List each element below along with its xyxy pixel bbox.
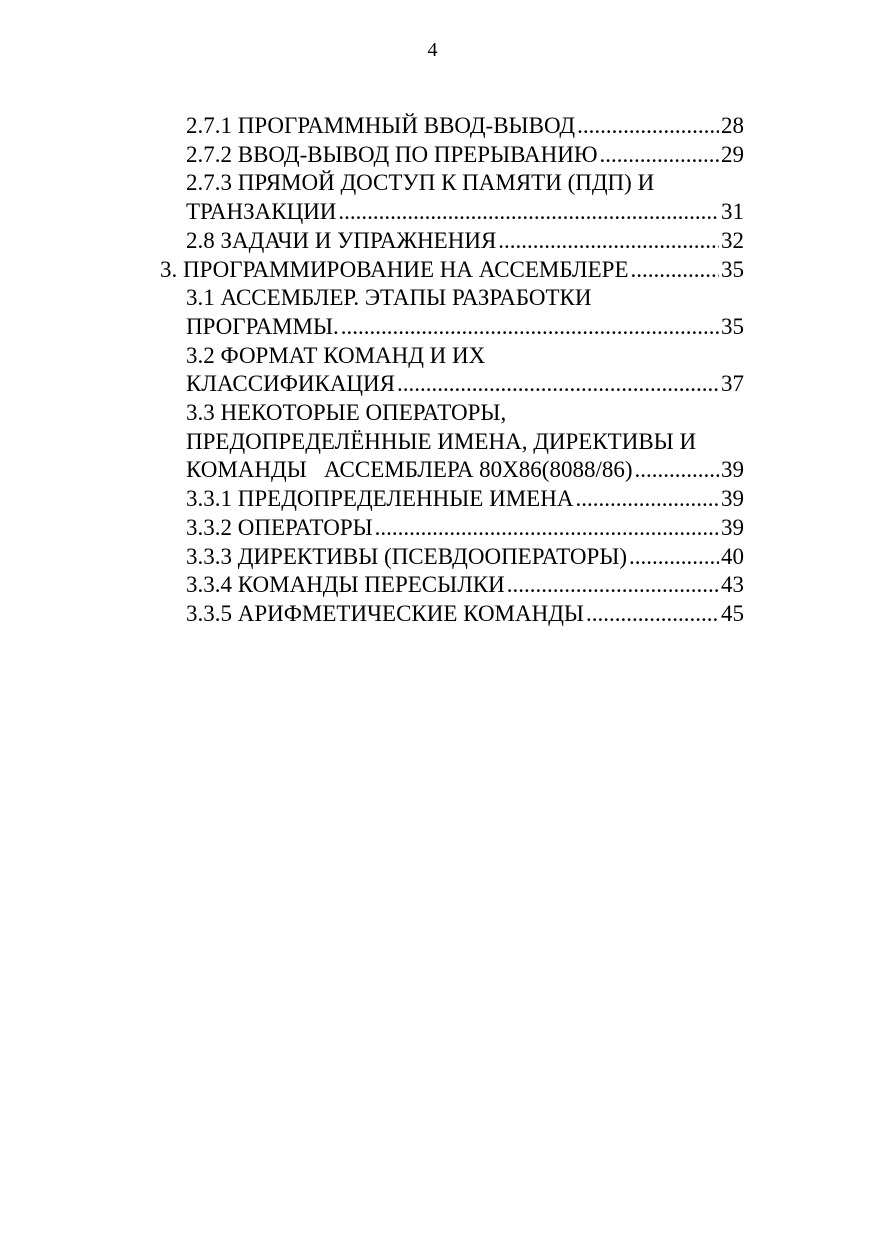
toc-entry[interactable] (160, 342, 744, 399)
toc-dot-leader (631, 256, 719, 285)
toc-dot-leader (577, 112, 719, 141)
toc-entry-line (186, 141, 744, 170)
toc-entry[interactable] (160, 543, 744, 572)
page-number: 4 (427, 39, 438, 61)
toc-page-number: 39 (721, 514, 744, 540)
table-of-contents (160, 112, 744, 629)
toc-entry[interactable] (160, 256, 744, 285)
toc-page-number: 31 (721, 199, 744, 225)
toc-page-number: 45 (721, 600, 744, 626)
toc-entry[interactable] (160, 571, 744, 600)
toc-entry-line (186, 198, 744, 227)
toc-page-number: 40 (721, 543, 744, 569)
toc-dot-leader (375, 514, 719, 543)
toc-entry-line: ПРЕДОПРЕДЕЛЁННЫЕ ИМЕНА, ДИРЕКТИВЫ И (186, 428, 697, 454)
toc-page-number: 37 (721, 371, 744, 397)
toc-entry-line (186, 227, 744, 256)
toc-entry-title: 3.3.1 ПРЕДОПРЕДЕЛЕННЫЕ ИМЕНА (186, 486, 574, 512)
toc-dot-leader (507, 571, 719, 600)
toc-entry[interactable] (160, 514, 744, 543)
toc-entry-title: 3. ПРОГРАММИРОВАНИЕ НА АССЕМБЛЕРЕ (160, 256, 629, 282)
toc-entry-line (186, 571, 744, 600)
toc-page-number: 43 (721, 572, 744, 598)
toc-entry-line (186, 370, 744, 399)
toc-dot-leader (575, 485, 719, 514)
toc-entry-line: 2.7.3 ПРЯМОЙ ДОСТУП К ПАМЯТИ (ПДП) И (186, 170, 655, 196)
toc-dot-leader (341, 313, 719, 342)
toc-dot-leader (338, 198, 719, 227)
toc-entry-line (186, 112, 744, 141)
toc-page-number: 39 (721, 486, 744, 512)
toc-entry-title: ТРАНЗАКЦИИ (186, 199, 337, 225)
toc-dot-leader (600, 141, 719, 170)
toc-entry-title: 2.7.1 ПРОГРАММНЫЙ ВВОД-ВЫВОД (186, 113, 576, 138)
toc-entry-line: 3.2 ФОРМАТ КОМАНД И ИХ (186, 342, 486, 368)
toc-page-number: 32 (721, 227, 744, 253)
toc-entry-line: 3.1 АССЕМБЛЕР. ЭТАПЫ РАЗРАБОТКИ (186, 285, 592, 311)
toc-entry-line: 3.3 НЕКОТОРЫЕ ОПЕРАТОРЫ, (186, 400, 507, 426)
toc-dot-leader (586, 600, 719, 629)
toc-dot-leader (629, 543, 719, 572)
toc-page-number: 28 (721, 113, 744, 138)
toc-entry-line (186, 543, 744, 572)
toc-entry-line (160, 256, 744, 285)
toc-entry[interactable] (160, 169, 744, 226)
toc-entry-title: 3.3.5 АРИФМЕТИЧЕСКИЕ КОМАНДЫ (186, 600, 584, 626)
toc-entry-title: КЛАССИФИКАЦИЯ (186, 371, 395, 397)
toc-entry-title: 3.3.4 КОМАНДЫ ПЕРЕСЫЛКИ (186, 572, 505, 598)
toc-entry[interactable] (160, 141, 744, 170)
toc-dot-leader (498, 227, 719, 256)
toc-page-number: 39 (721, 457, 744, 483)
toc-entry-line (186, 514, 744, 543)
toc-entry-title: ПРОГРАММЫ. (186, 313, 339, 339)
toc-dot-leader (397, 370, 719, 399)
toc-entry-line (186, 456, 744, 485)
toc-entry-title: 3.3.2 ОПЕРАТОРЫ (186, 514, 373, 540)
toc-entry[interactable] (160, 227, 744, 256)
toc-entry-title: 2.7.2 ВВОД-ВЫВОД ПО ПРЕРЫВАНИЮ (186, 141, 598, 167)
toc-entry-title: КОМАНДЫ АССЕМБЛЕРА 80Х86(8088/86) (186, 457, 633, 483)
toc-page-number: 29 (721, 141, 744, 167)
toc-entry[interactable] (160, 399, 744, 485)
toc-entry-line (186, 600, 744, 629)
toc-page-number: 35 (721, 313, 744, 339)
toc-entry-line (186, 485, 744, 514)
toc-dot-leader (635, 456, 719, 485)
toc-entry[interactable] (160, 112, 744, 141)
toc-entry[interactable] (160, 600, 744, 629)
toc-entry[interactable] (160, 485, 744, 514)
toc-entry[interactable] (160, 284, 744, 341)
toc-entry-title: 3.3.3 ДИРЕКТИВЫ (ПСЕВДООПЕРАТОРЫ) (186, 543, 628, 569)
toc-page-number: 35 (721, 256, 744, 282)
toc-entry-title: 2.8 ЗАДАЧИ И УПРАЖНЕНИЯ (186, 227, 497, 253)
toc-entry-line (186, 313, 744, 342)
